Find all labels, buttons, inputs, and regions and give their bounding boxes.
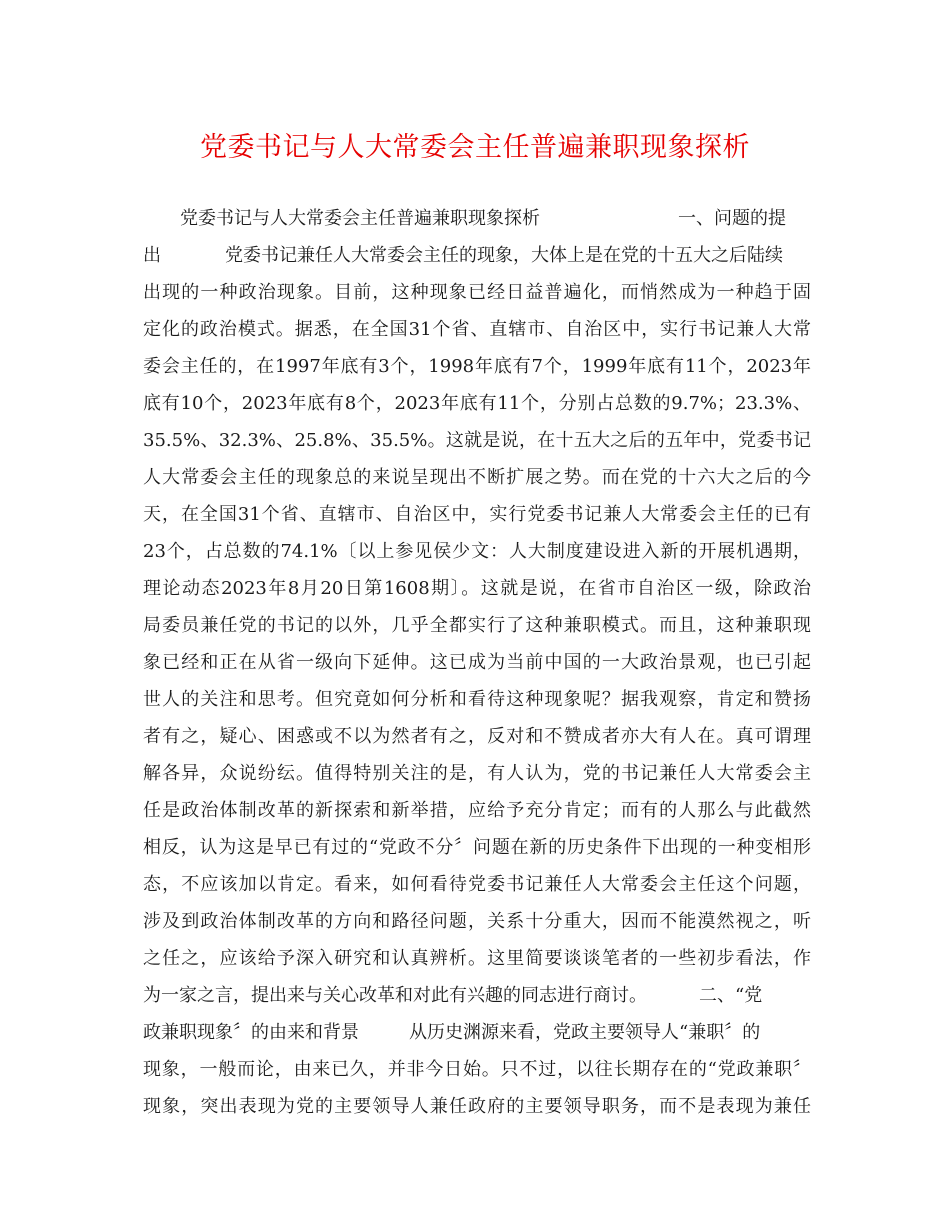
body-line: 现象，突出表现为党的主要领导人兼任政府的主要领导职务，而不是表现为兼任 — [143, 1096, 811, 1117]
body-line: 相反，认为这是早已有过的“党政不分〞问题在新的历史条件下出现的一种变相形 — [143, 837, 811, 858]
section-two-heading: 二、“党 — [699, 985, 763, 1006]
body-line: 人大常委会主任的现象总的来说呈现出不断扩展之势。而在党的十六大之后的今 — [143, 467, 811, 488]
section-two-heading-cont: 政兼职现象〞的由来和背景 — [143, 1022, 359, 1043]
body-line: 局委员兼任党的书记的以外，几乎全都实行了这种兼职模式。而且，这种兼职现 — [143, 615, 811, 636]
body-line: 之任之，应该给予深入研究和认真辨析。这里简要谈谈笔者的一些初步看法，作 — [143, 948, 811, 969]
body-line-intro — [143, 237, 811, 274]
body-line: 涉及到政治体制改革的方向和路径问题，关系十分重大，因而不能漠然视之，听 — [143, 911, 811, 932]
body-line: 象已经和正在从省一级向下延伸。这已成为当前中国的一大政治景观，也已引起 — [143, 652, 811, 673]
body-line: 世人的关注和思考。但究竟如何分析和看待这种现象呢？据我观察，肯定和赞扬 — [143, 689, 811, 710]
section-one-heading: 一、问题的提 — [678, 208, 786, 229]
body-line: 委会主任的，在1997年底有3个，1998年底有7个，1999年底有11个，2023年 — [143, 356, 811, 377]
body-line: 理论动态2023年8月20日第1608期〕。这就是说，在省市自治区一级，除政治 — [143, 578, 811, 599]
subtitle-text: 党委书记与人大常委会主任普遍兼职现象探析 — [180, 208, 540, 229]
body-line: 解各异，众说纷纭。值得特别关注的是，有人认为，党的书记兼任人大常委会主 — [143, 763, 811, 784]
body-line: 任是政治体制改革的新探索和新举措，应给予充分肯定；而有的人那么与此截然 — [143, 800, 811, 821]
document-body — [143, 200, 811, 1125]
paragraph-start: 党委书记兼任人大常委会主任的现象，大体上是在党的十五大之后陆续 — [225, 245, 783, 266]
body-line: 23个，占总数的74.1%〔以上参见侯少文：人大制度建设进入新的开展机遇期， — [143, 541, 811, 562]
body-line: 底有10个，2023年底有8个，2023年底有11个，分别占总数的9.7%；23.3%、 — [143, 393, 811, 414]
body-line: 现象，一般而论，由来已久，并非今日始。只不过，以往长期存在的“党政兼职〞 — [143, 1059, 811, 1080]
body-line: 态，不应该加以肯定。看来，如何看待党委书记兼任人大常委会主任这个问题， — [143, 874, 811, 895]
paragraph-end: 为一家之言，提出来与关心改革和对此有兴趣的同志进行商讨。 — [143, 985, 647, 1006]
document-title: 党委书记与人大常委会主任普遍兼职现象探析 — [200, 132, 750, 163]
body-line: 35.5%、32.3%、25.8%、35.5%。这就是说，在十五大之后的五年中，党委书记 — [143, 430, 811, 451]
body-line: 天，在全国31个省、直辖市、自治区中，实行党委书记兼人大常委会主任的已有 — [143, 504, 811, 525]
body-line: 出现的一种政治现象。目前，这种现象已经日益普遍化，而悄然成为一种趋于固 — [143, 282, 811, 303]
body-line-section-two — [143, 977, 811, 1014]
section-one-heading-cont: 出 — [143, 245, 161, 266]
body-line: 定化的政治模式。据悉，在全国31个省、直辖市、自治区中，实行书记兼人大常 — [143, 319, 811, 340]
body-line-heading — [143, 200, 811, 237]
body-line-section-two-cont — [143, 1014, 811, 1051]
body-line: 者有之，疑心、困惑或不以为然者有之，反对和不赞成者亦大有人在。真可谓理 — [143, 726, 811, 747]
section-two-start: 从历史渊源来看，党政主要领导人“兼职〞的 — [409, 1022, 761, 1043]
